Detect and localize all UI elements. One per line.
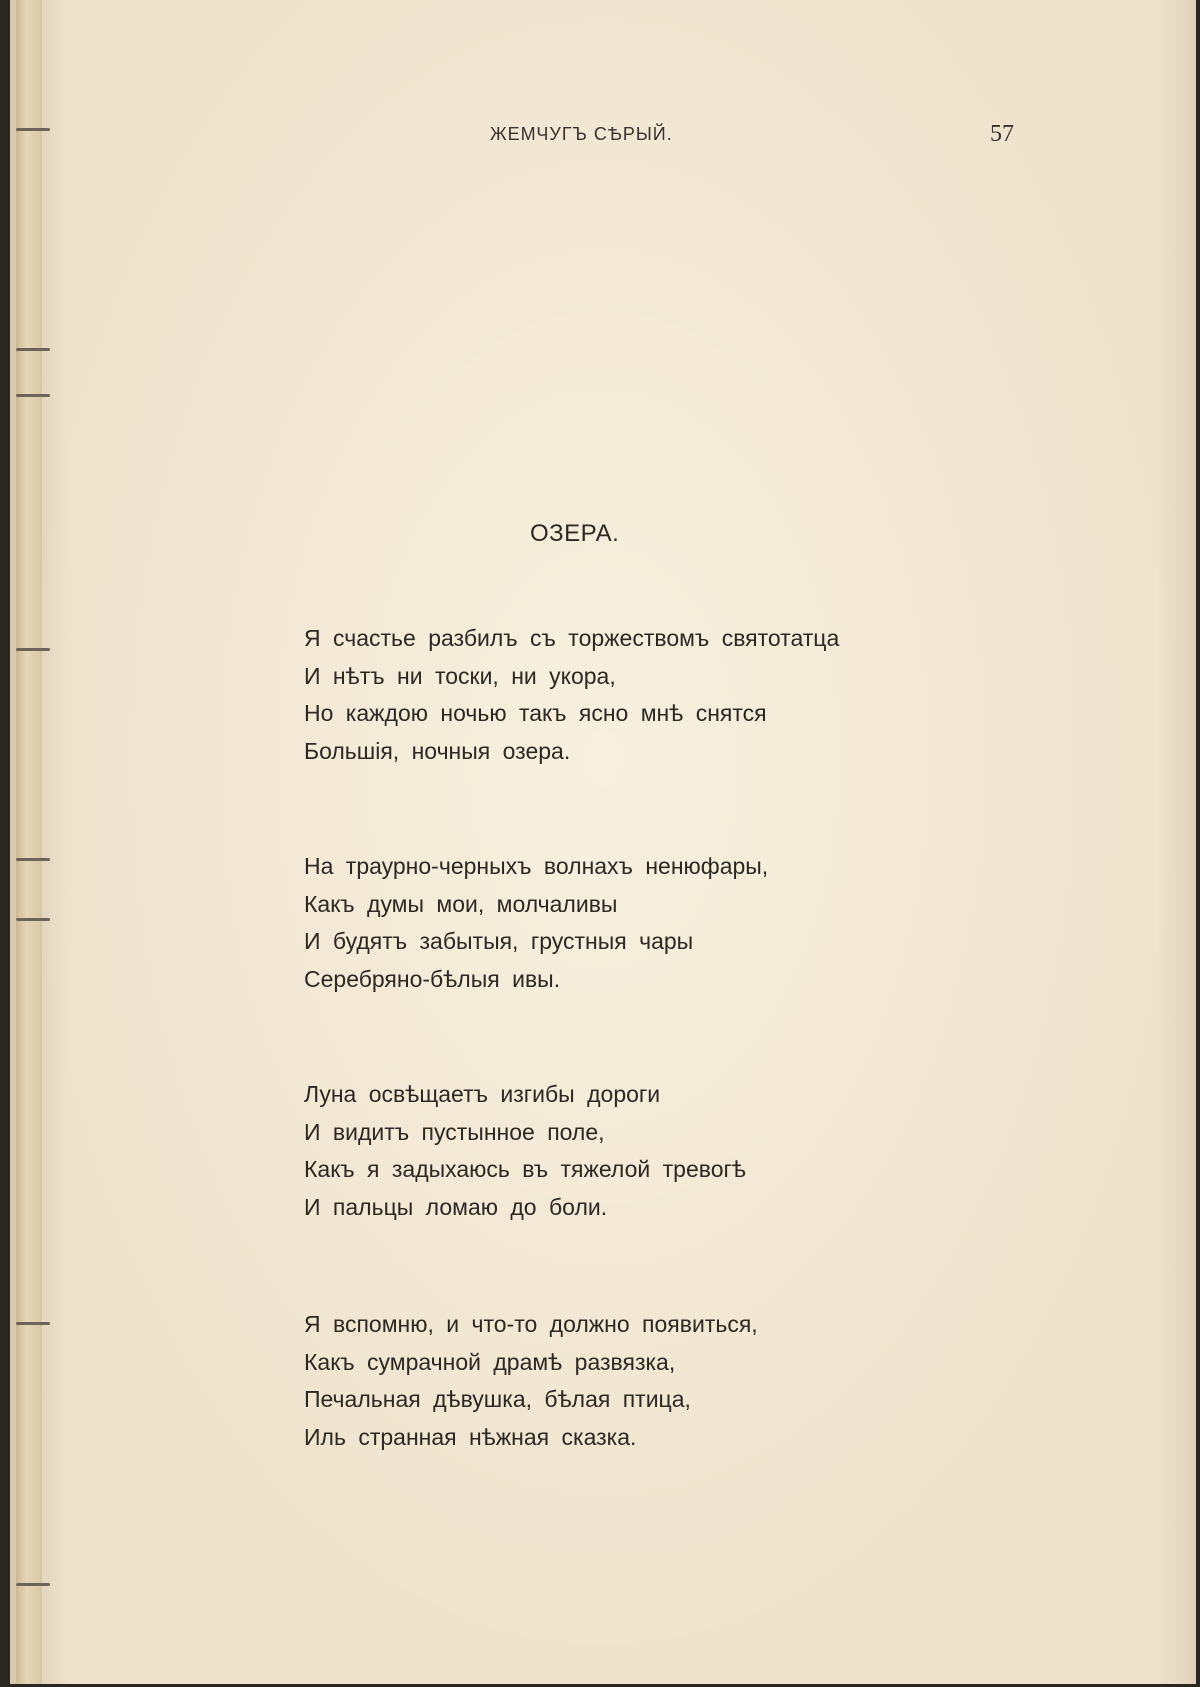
show-through-text xyxy=(440,222,880,246)
stanza xyxy=(304,1306,1004,1456)
binding-stitch xyxy=(16,348,50,351)
binding-stitch xyxy=(16,918,50,921)
verse-line: Луна освѣщаетъ изгибы дороги xyxy=(304,1081,661,1107)
book-page xyxy=(10,0,1196,1684)
poem-title: ОЗЕРА. xyxy=(530,520,620,547)
verse-line: Я вспомню, и что-то должно появиться, xyxy=(304,1311,758,1337)
verse-line: Иль странная нѣжная сказка. xyxy=(304,1423,637,1450)
binding-stitch xyxy=(16,128,50,131)
binding-stitch xyxy=(16,858,50,861)
book-spine xyxy=(16,0,42,1684)
page-number: 57 xyxy=(990,121,1014,147)
stanza xyxy=(304,620,1004,770)
binding-stitch xyxy=(16,648,50,651)
verse-line: Большія, ночныя озера. xyxy=(304,737,571,764)
verse-line: Серебряно-бѣлыя ивы. xyxy=(304,965,561,992)
verse-line: Какъ думы мои, молчаливы xyxy=(304,890,618,917)
verse-line: И нѣтъ ни тоски, ни укора, xyxy=(304,662,616,689)
verse-line: На траурно-черныхъ волнахъ ненюфары, xyxy=(304,853,769,879)
verse-line: Но каждою ночью такъ ясно мнѣ снятся xyxy=(304,700,767,726)
binding-stitch xyxy=(16,1322,50,1325)
verse-line: И будятъ забытыя, грустныя чары xyxy=(304,928,694,954)
running-title: ЖЕМЧУГЪ СѢРЫЙ. xyxy=(490,124,673,144)
verse-line: Я счастье разбилъ съ торжествомъ святотатца xyxy=(304,625,840,651)
verse-line: И пальцы ломаю до боли. xyxy=(304,1193,608,1220)
verse-line: Какъ сумрачной драмѣ развязка, xyxy=(304,1348,676,1375)
stanza xyxy=(304,848,1004,998)
verse-line: Какъ я задыхаюсь въ тяжелой тревогѣ xyxy=(304,1156,746,1182)
verse-line: И видитъ пустынное поле, xyxy=(304,1118,605,1145)
stanza xyxy=(304,1076,1004,1226)
binding-stitch xyxy=(16,1583,50,1586)
verse-line: Печальная дѣвушка, бѣлая птица, xyxy=(304,1386,691,1412)
binding-stitch xyxy=(16,394,50,397)
